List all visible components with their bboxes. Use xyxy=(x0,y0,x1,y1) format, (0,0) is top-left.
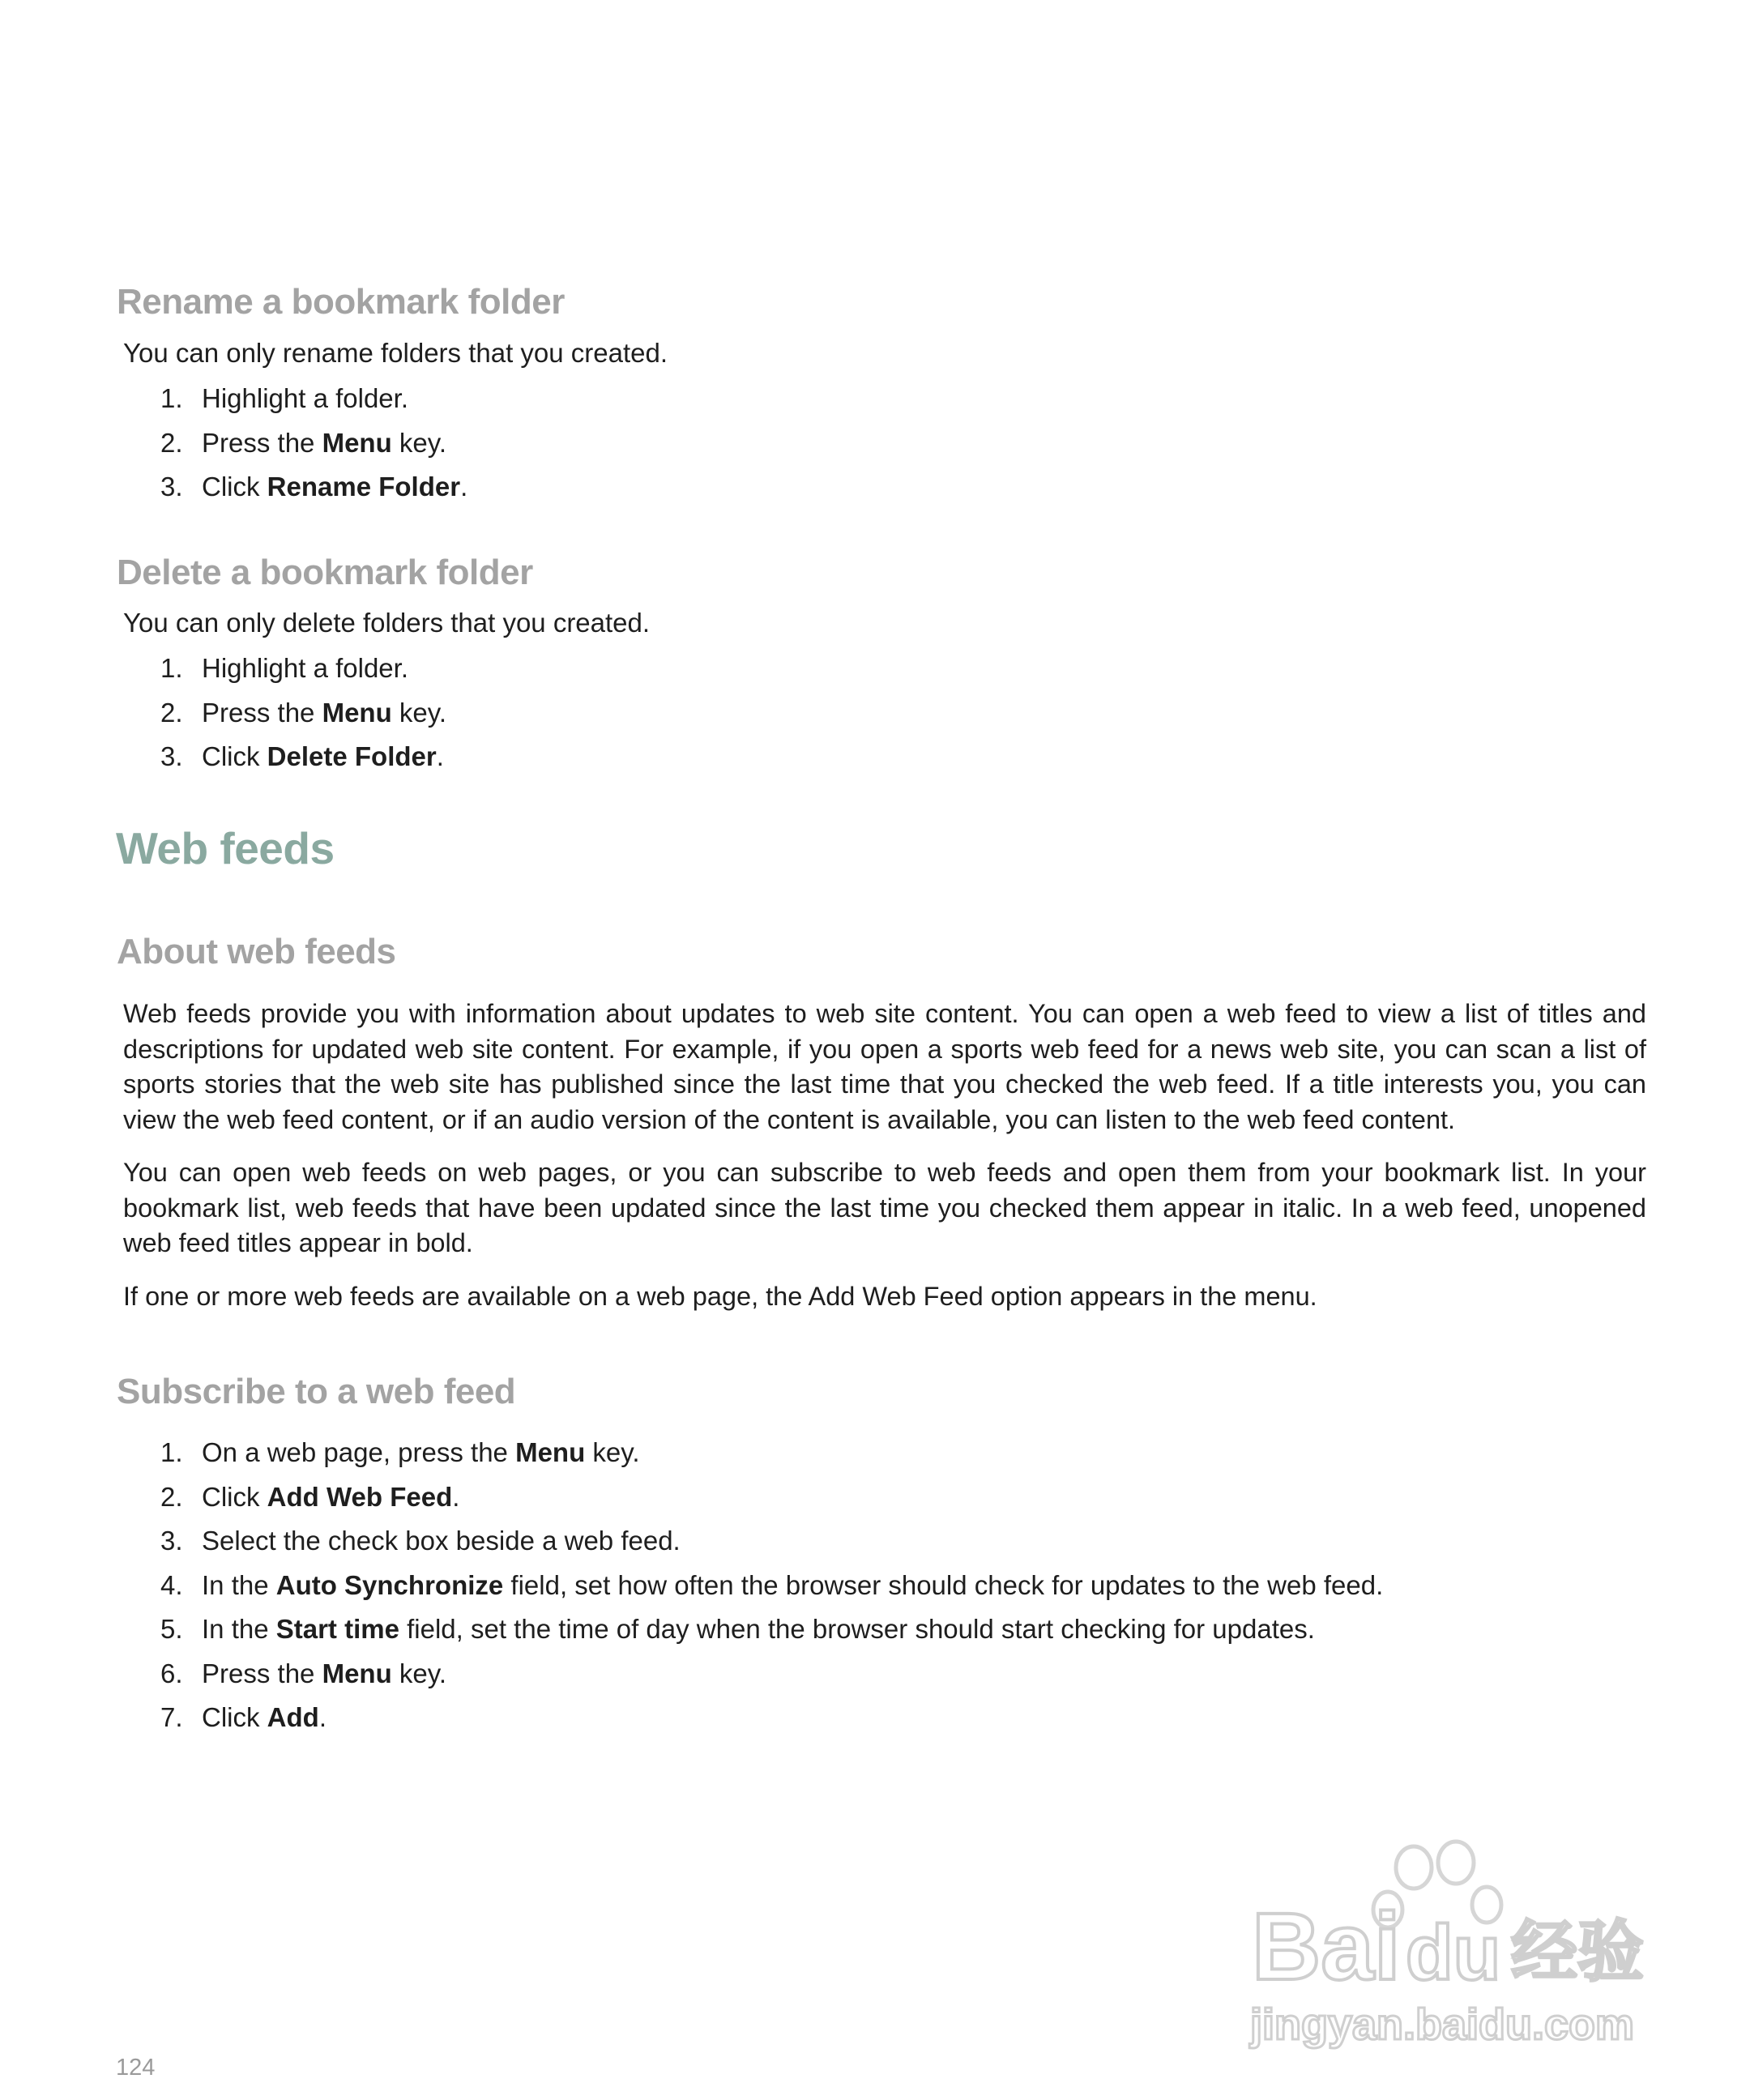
baidu-watermark-logo xyxy=(1244,1835,1665,2054)
about-paragraph-2: You can open web feeds on web pages, or you can subscribe to web feeds and open them from your bookmark list. In your bookmark list, web feeds that have been updated since the last time you checked them appear in italic. In a web feed, unopened web feed titles appear in bold. xyxy=(123,1158,1646,1257)
watermark-cn: 经验 xyxy=(1511,1914,1645,1991)
step-number: 4. xyxy=(160,1569,183,1600)
step-text: Click Rename Folder. xyxy=(202,472,468,502)
rename-folder-heading: Rename a bookmark folder xyxy=(117,282,565,322)
ui-term: Rename Folder xyxy=(267,472,461,502)
step-number: 2. xyxy=(160,427,183,458)
ui-term: Menu xyxy=(322,1658,392,1688)
step-number: 3. xyxy=(160,472,183,502)
delete-folder-heading: Delete a bookmark folder xyxy=(117,553,533,592)
step-number: 1. xyxy=(160,653,183,683)
paw-toe-icon xyxy=(1396,1846,1432,1889)
step-text: Click Delete Folder. xyxy=(202,741,444,771)
step-text: In the Start time field, set the time of day when the browser should start checking for updates. xyxy=(202,1614,1315,1644)
step-number: 3. xyxy=(160,741,183,771)
ui-term: Menu xyxy=(322,427,392,458)
web-feeds-title: Web feeds xyxy=(116,823,335,873)
ui-term: Menu xyxy=(322,697,392,728)
step-text: On a web page, press the Menu key. xyxy=(202,1437,640,1467)
step-text: Select the check box beside a web feed. xyxy=(202,1526,681,1556)
watermark-url: jingyan.baidu.com xyxy=(1250,2000,1635,2049)
ui-term: Add Web Feed xyxy=(267,1481,453,1512)
watermark-du: du xyxy=(1406,1910,1501,1996)
ui-term: Add xyxy=(267,1702,319,1732)
step-number: 1. xyxy=(160,383,183,413)
ui-term: Auto Synchronize xyxy=(275,1569,504,1600)
step-number: 5. xyxy=(160,1614,183,1644)
step-number: 6. xyxy=(160,1658,183,1688)
step-number: 2. xyxy=(160,697,183,728)
step-text: In the Auto Synchronize field, set how often the browser should check for updates to the web feed. xyxy=(202,1569,1384,1600)
ui-term: Menu xyxy=(515,1437,586,1467)
ui-term: Delete Folder xyxy=(267,741,437,771)
ui-term: Start time xyxy=(275,1614,399,1644)
delete-folder-intro: You can only delete folders that you created. xyxy=(123,608,651,638)
about-paragraph-1: Web feeds provide you with information about updates to web site content. You can open a web feed to view a list of titles and descriptions for updated web site content. For example, if you open a sports web feed for a news web site, you can scan a list of sports stories that the web site has published since the last time that you checked the web feed. If a title interests you, you can view the web feed content, or if an audio version of the content is available, you can listen to the web feed content. xyxy=(123,999,1646,1134)
step-number: 2. xyxy=(160,1481,183,1512)
step-text: Press the Menu key. xyxy=(202,1658,446,1688)
watermark-brand: Bai xyxy=(1252,1893,1401,2000)
step-number: 1. xyxy=(160,1437,183,1467)
page-number: 124 xyxy=(116,2055,156,2081)
step-text: Click Add Web Feed. xyxy=(202,1481,460,1512)
about-web-feeds-heading: About web feeds xyxy=(117,932,396,971)
step-text: Press the Menu key. xyxy=(202,697,446,728)
step-text: Press the Menu key. xyxy=(202,427,446,458)
step-number: 3. xyxy=(160,1526,183,1556)
step-text: Highlight a folder. xyxy=(202,653,408,683)
step-number: 7. xyxy=(160,1702,183,1732)
rename-folder-intro: You can only rename folders that you created. xyxy=(123,338,668,368)
step-text: Highlight a folder. xyxy=(202,383,408,413)
step-text: Click Add. xyxy=(202,1702,327,1732)
paw-toe-icon xyxy=(1438,1842,1474,1884)
about-paragraph-3: If one or more web feeds are available on a web page, the Add Web Feed option appears in the menu. xyxy=(123,1282,1317,1311)
subscribe-heading: Subscribe to a web feed xyxy=(117,1372,516,1411)
